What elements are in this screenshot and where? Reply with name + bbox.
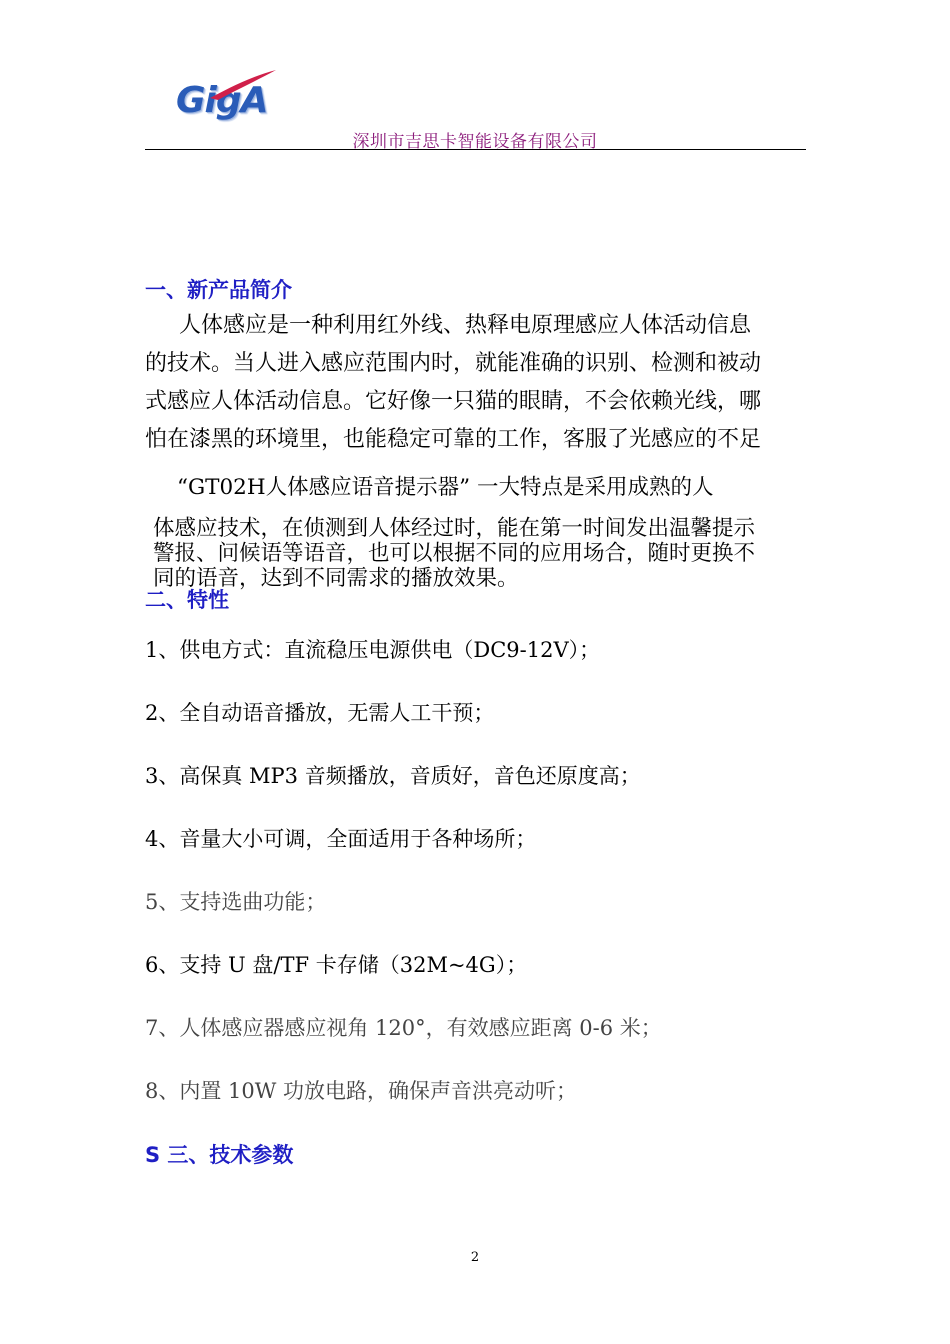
feature-item: 2、全自动语音播放，无需人工干预； [145,701,495,725]
section-heading-intro: 一、新产品简介 [145,278,292,302]
company-name: 深圳市吉思卡智能设备有限公司 [352,132,598,152]
feature-item: 6、支持 U 盘/TF 卡存储（32M~4G）； [145,953,528,977]
feature-item: 7、人体感应器感应视角 120°，有效感应距离 0-6 米； [145,1016,662,1040]
logo-swoosh-icon [206,68,278,102]
paragraph-line: 人体感应是一种利用红外线、热释电原理感应人体活动信息 [179,313,752,338]
section-heading-features: 二、特性 [145,588,229,612]
paragraph-line: 体感应技术，在侦测到人体经过时，能在第一时间发出温馨提示 [153,516,756,541]
paragraph-line: 的技术。当人进入感应范围内时，就能准确的识别、检测和被动 [145,351,762,376]
feature-item: 4、音量大小可调，全面适用于各种场所； [145,827,537,851]
company-logo [176,68,276,128]
page-number: 2 [470,1250,480,1265]
feature-item: 5、支持选曲功能； [145,890,327,914]
feature-item: 3、高保真 MP3 音频播放，音质好，音色还原度高； [145,764,641,788]
section-heading-params: S 三、技术参数 [145,1143,294,1167]
header-divider [145,149,806,150]
feature-item: 8、内置 10W 功放电路，确保声音洪亮动听； [145,1079,578,1103]
logo-text: GigA [176,80,268,121]
paragraph-line: 式感应人体活动信息。它好像一只猫的眼睛，不会依赖光线，哪 [145,389,762,414]
paragraph-line: “GT02H人体感应语音提示器” 一大特点是采用成熟的人 [177,475,714,500]
paragraph-line: 警报、问候语等语音，也可以根据不同的应用场合，随时更换不 [153,541,756,566]
paragraph-line: 同的语音，达到不同需求的播放效果。 [153,566,519,591]
paragraph-line: 怕在漆黑的环境里，也能稳定可靠的工作，客服了光感应的不足 [145,427,762,452]
feature-item: 1、供电方式：直流稳压电源供电（DC9-12V）； [145,638,601,662]
